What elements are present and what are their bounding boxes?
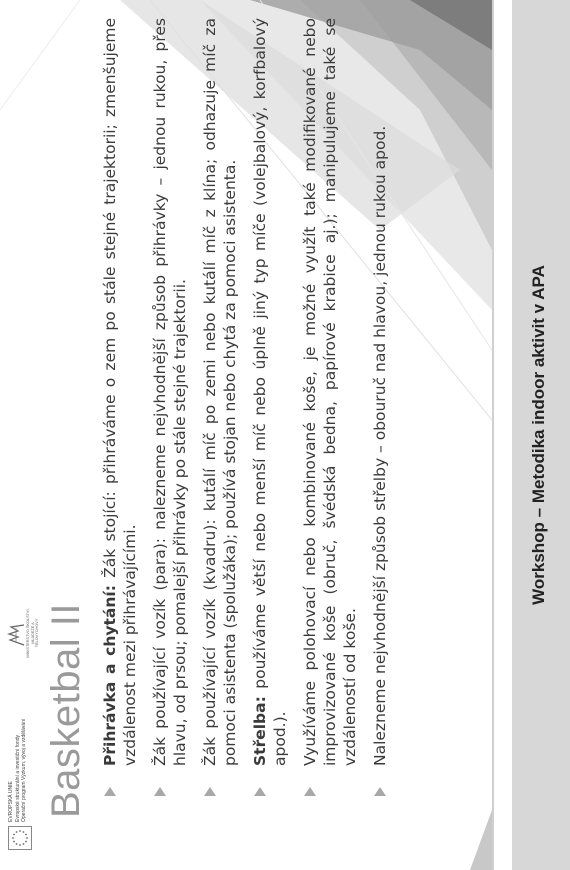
bullet-item (100, 18, 140, 798)
slide-title: Basketbal II (44, 602, 88, 818)
bullet-item (250, 18, 290, 798)
eu-logo-line: Evropské strukturální a investiční fondy (14, 735, 21, 822)
ministry-logo-line: MLÁDEŽE A TĚLOVÝCHOVY (30, 618, 39, 648)
bullet-text: Využíváme polohovací nebo kombinované koše, je možné využít také modifikované nebo improvizované koše (obruč, švédská bedna, papírové krabice aj.); manipulujeme také se vzdáleností od koše. (301, 18, 359, 766)
bullet-text: Žák používající vozík (para): nalezneme nejvhodnější způsob přihrávky – jednou rukou, přes hlavu, od prsou; pomalejší přihrávky po stále stejné trajektorii. (151, 18, 189, 766)
bullet-arrow-icon (204, 787, 216, 796)
eu-logo-text (8, 672, 28, 822)
bullet-lead: Střelba: (251, 696, 269, 766)
bullet-arrow-icon (374, 787, 386, 796)
eu-logo-line: Operační program Výzkum, vývoj a vzdělávání (21, 718, 27, 822)
sidebar-title: Workshop – Metodika indoor aktivit v APA (529, 265, 548, 605)
bullet-arrow-icon (254, 787, 266, 796)
bullet-text: Žák stojící: přihráváme o zem po stále stejné trajektorii; zmenšujeme vzdálenost mezi přihrávajícími. (101, 18, 139, 766)
ministry-logo (6, 608, 39, 658)
bullet-lead: Přihrávka a chytání: (101, 585, 119, 766)
bullet-arrow-icon (304, 787, 316, 796)
eu-flag-icon (8, 826, 32, 850)
bullet-text: Nalezneme nejvhodnější způsob střelby – obouruč nad hlavou, jednou rukou apod. (371, 125, 389, 766)
sidebar (512, 0, 570, 870)
ministry-emblem-icon (6, 622, 26, 648)
bullet-text: používáme větší nebo menší míč nebo úplně jiný typ míče (volejbalový, korfbalový apod.). (251, 18, 289, 766)
bullet-list (100, 18, 400, 798)
bullet-item (300, 18, 360, 798)
eu-logo-line: EVROPSKÁ UNIE (8, 781, 14, 822)
bullet-item (370, 18, 390, 798)
bullet-item (150, 18, 190, 798)
bullet-item (200, 18, 240, 798)
bullet-arrow-icon (104, 787, 116, 796)
bullet-arrow-icon (154, 787, 166, 796)
ministry-logo-line: MINISTERSTVO ŠKOLSTVÍ, (26, 608, 30, 658)
bullet-text: Žák používající vozík (kvadru): kutálí míč po zemi nebo kutálí míč z klína; odhazuje míč za pomoci asistenta (spolužáka); používá stojan nebo chytá za pomoci asistenta. (201, 18, 239, 766)
